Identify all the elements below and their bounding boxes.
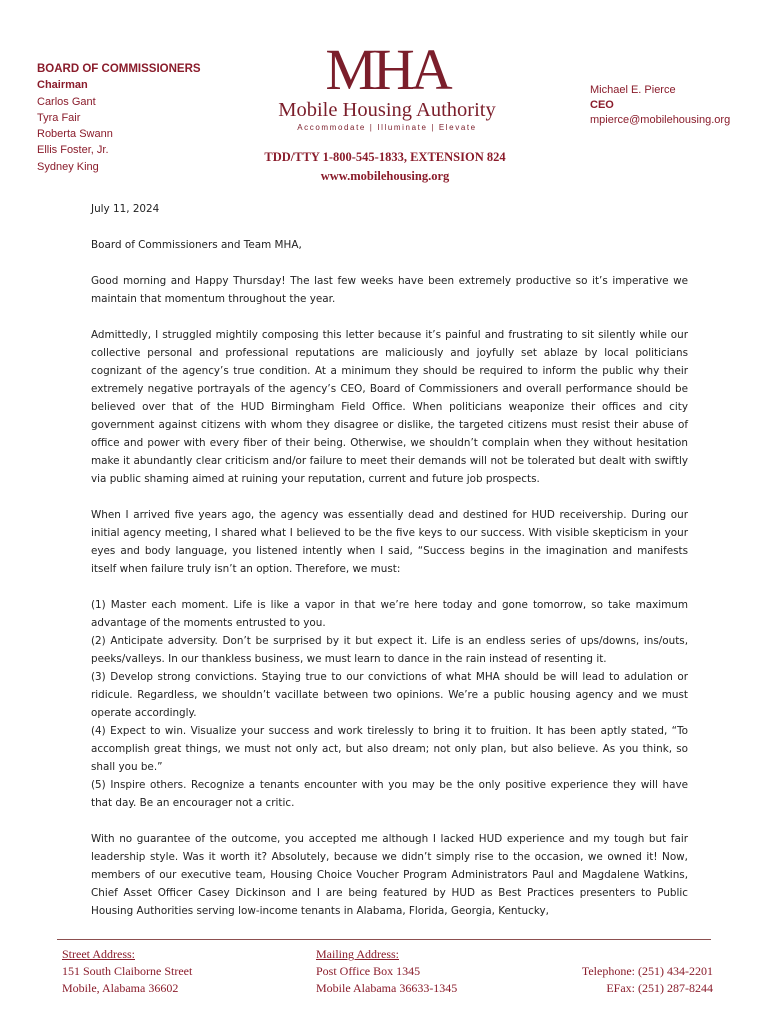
board-member: Ellis Foster, Jr. [37, 144, 109, 157]
logo-mark: MHA [325, 37, 449, 102]
board-member: Tyra Fair [37, 111, 81, 124]
street-address-label: Street Address: [62, 947, 135, 961]
board-of-commissioners [37, 61, 201, 175]
mailing-address-line1: Post Office Box 1345 [316, 964, 421, 978]
board-member: Carlos Gant [37, 95, 96, 108]
board-heading: BOARD OF COMMISSIONERS [37, 63, 201, 75]
efax: EFax: (251) 287-8244 [606, 981, 713, 995]
key-item: (4) Expect to win. Visualize your success and work tirelessly to bring it to fruition. It has been aptly stated, “To accomplish great things, we must not only act, but also dream; not only plan, but also believe. As you think, so shall you be.” [91, 725, 688, 773]
mailing-address-line2: Mobile Alabama 36633-1345 [316, 981, 458, 995]
ceo-title: CEO [590, 99, 614, 111]
ceo-name: Michael E. Pierce [590, 84, 676, 96]
five-keys-list [91, 596, 688, 812]
letter-salutation: Board of Commissioners and Team MHA, [91, 239, 302, 251]
mailing-address-label: Mailing Address: [316, 947, 399, 961]
letter-date: July 11, 2024 [91, 203, 160, 215]
street-address-line2: Mobile, Alabama 36602 [62, 981, 179, 995]
letter-paragraph: Good morning and Happy Thursday! The last few weeks have been extremely productive so it’s imperative we maintain that momentum throughout the year. [91, 275, 688, 305]
letter-closing-paragraph: With no guarantee of the outcome, you accepted me although I lacked HUD experience and my tough but fair leadership style. Was it worth it? Absolutely, because we didn’t simply rise to the occasion, we owned it! Now, members of our executive team, Housing Choice Voucher Program Administrators Paul and Magdalene Watkins, Chief Asset Officer Casey Dickinson and I are being featured by HUD as Best Practices presenters to Public Housing Authorities serving low-income tenants in Alabama, Florida, Georgia, Kentucky, [91, 833, 688, 917]
board-member: Sydney King [37, 160, 99, 173]
ceo-email: mpierce@mobilehousing.org [590, 114, 731, 126]
board-member: Roberta Swann [37, 128, 113, 141]
letter-paragraph: When I arrived five years ago, the agency was essentially dead and destined for HUD receivership. During our initial agency meeting, I shared what I believed to be the five keys to our success. With visible skepticism in your eyes and body language, you listened intently when I said, “Success begins in the imagination and manifests itself when failure truly isn’t an option. Therefore, we must: [91, 509, 688, 575]
contact-info [240, 148, 530, 186]
organization-name: Mobile Housing Authority [278, 99, 496, 121]
chairman-label: Chairman [37, 79, 88, 92]
key-item: (5) Inspire others. Recognize a tenants encounter with you may be the only positive experience they will have that day. Be an encourager not a critic. [91, 779, 688, 809]
phone-fax [520, 963, 713, 997]
tdd-line: TDD/TTY 1-800-545-1833, EXTENSION 824 [264, 150, 506, 164]
website: www.mobilehousing.org [320, 169, 450, 183]
street-address-line1: 151 South Claiborne Street [62, 964, 193, 978]
mailing-address [316, 946, 457, 997]
street-address [62, 946, 192, 997]
logo-tagline: Accommodate | Illuminate | Elevate [297, 123, 477, 132]
key-item: (3) Develop strong convictions. Staying true to our convictions of what MHA should be will lead to adulation or ridicule. Regardless, we shouldn’t vacillate between two opinions. We’re a public housing agency and we must operate accordingly. [91, 671, 688, 719]
letter-body [91, 200, 688, 938]
key-item: (2) Anticipate adversity. Don’t be surprised by it but expect it. Life is an endless series of ups/downs, ins/outs, peeks/valleys. In our thankless business, we must learn to dance in the rain instead of resenting it. [91, 635, 688, 665]
telephone: Telephone: (251) 434-2201 [581, 964, 713, 978]
letter-paragraph: Admittedly, I struggled mightily composing this letter because it’s painful and frustrating to sit silently while our collective personal and professional reputations are maliciously and joyfully set ablaze by local politicians cognizant of the agency’s true condition. At a minimum they should be required to inform the public why their extremely negative portrayals of the agency’s CEO, Board of Commissioners and overall performance should be believed over that of the HUD Birmingham Field Office. When politicians weaponize their offices and city government against citizens with whom they disagree or dislike, the targeted citizens must resist their abuse of office and power with every fiber of their being. Otherwise, we shouldn’t complain when they without hesitation make it abundantly clear criticism and/or failure to meet their demands will not be tolerated but dealt with swiftly via public shaming aimed at ruining your reputation, current and future job prospects. [91, 329, 688, 485]
ceo-block [590, 83, 730, 128]
footer-divider [57, 939, 711, 940]
key-item: (1) Master each moment. Life is like a vapor in that we’re here today and gone tomorrow, so take maximum advantage of the moments entrusted to you. [91, 599, 688, 629]
mha-logo [262, 37, 512, 132]
